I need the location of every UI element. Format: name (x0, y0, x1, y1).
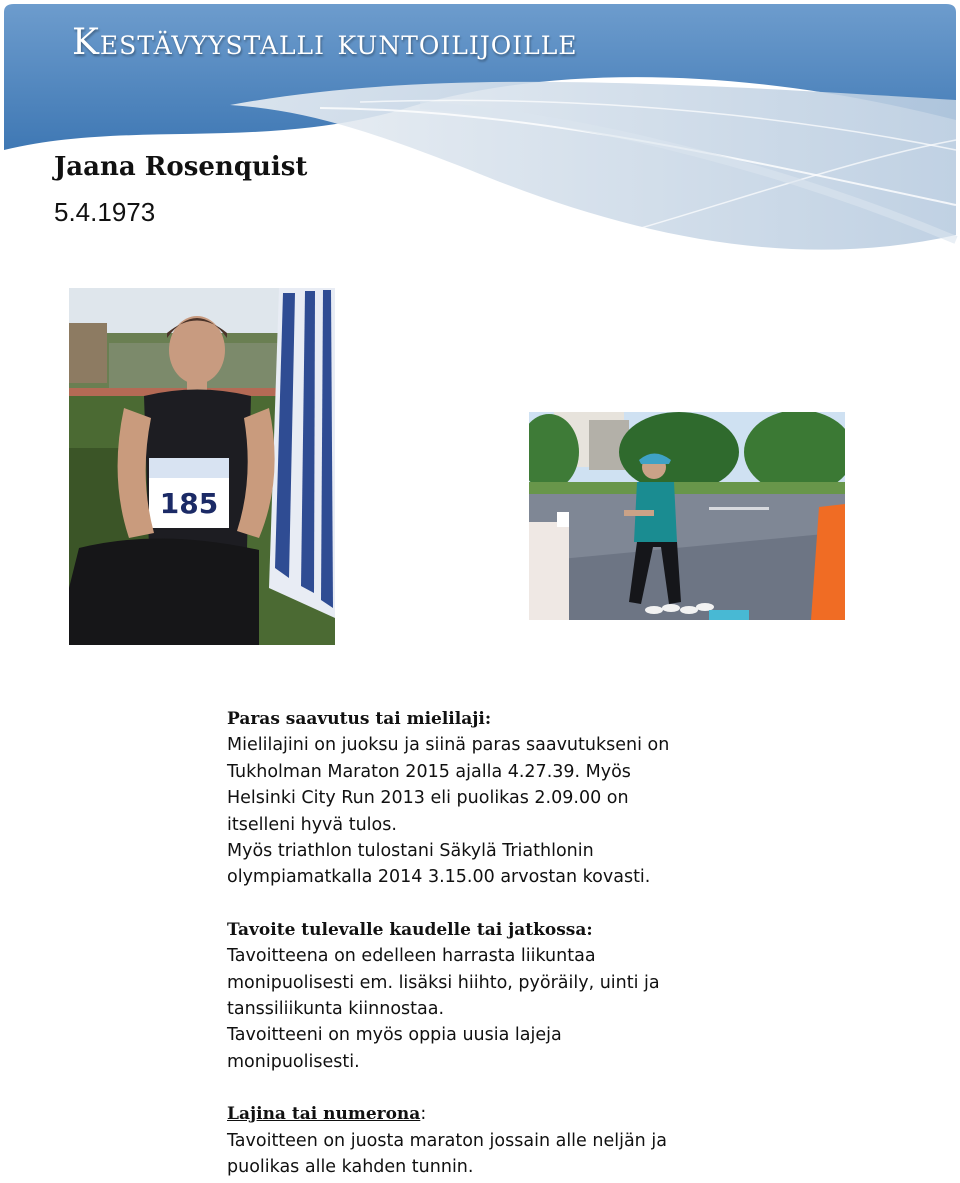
best-achievement-line: Myös triathlon tulostani Säkylä Triathlonin (227, 841, 594, 862)
goal-line: monipuolisesti em. lisäksi hiihto, pyöräily, uinti ja (227, 972, 660, 993)
best-achievement-heading: Paras saavutus tai mielilaji: (227, 709, 492, 729)
numbers-line: Tavoitteen on juosta maraton jossain alle neljän ja (227, 1130, 667, 1151)
profile-content (227, 706, 727, 1181)
page-header (0, 0, 960, 270)
numbers-heading-colon: : (420, 1104, 427, 1125)
best-achievement-line: olympiamatkalla 2014 3.15.00 arvostan kovasti. (227, 867, 651, 888)
site-title: Kestävyystalli kuntoilijoille (72, 22, 578, 63)
best-achievement-line: itselleni hyvä tulos. (227, 814, 397, 835)
goal-line: Tavoitteena on edelleen harrasta liikuntaa (227, 946, 596, 967)
birth-date: 5.4.1973 (54, 197, 156, 227)
goal-line: Tavoitteeni on myös oppia uusia lajeja (227, 1025, 562, 1046)
goal-line: monipuolisesti. (227, 1051, 360, 1072)
numbers-line: puolikas alle kahden tunnin. (227, 1157, 474, 1178)
best-achievement-line: Helsinki City Run 2013 eli puolikas 2.09.00 on (227, 788, 629, 809)
best-achievement-line: Tukholman Maraton 2015 ajalla 4.27.39. Myös (227, 761, 631, 782)
best-achievement-line: Mielilajini on juoksu ja siinä paras saavutukseni on (227, 735, 670, 756)
numbers-heading-row (227, 1101, 727, 1127)
numbers-heading: Lajina tai numerona (227, 1104, 421, 1125)
photo-runner-drink-station (529, 412, 845, 620)
person-name: Jaana Rosenquist (54, 152, 308, 182)
photo-seated-runner (69, 288, 335, 645)
goal-heading: Tavoite tulevalle kaudelle tai jatkossa: (227, 919, 593, 940)
bib-number: 185 (159, 487, 219, 520)
goal-line: tanssiliikunta kiinnostaa. (227, 999, 445, 1020)
